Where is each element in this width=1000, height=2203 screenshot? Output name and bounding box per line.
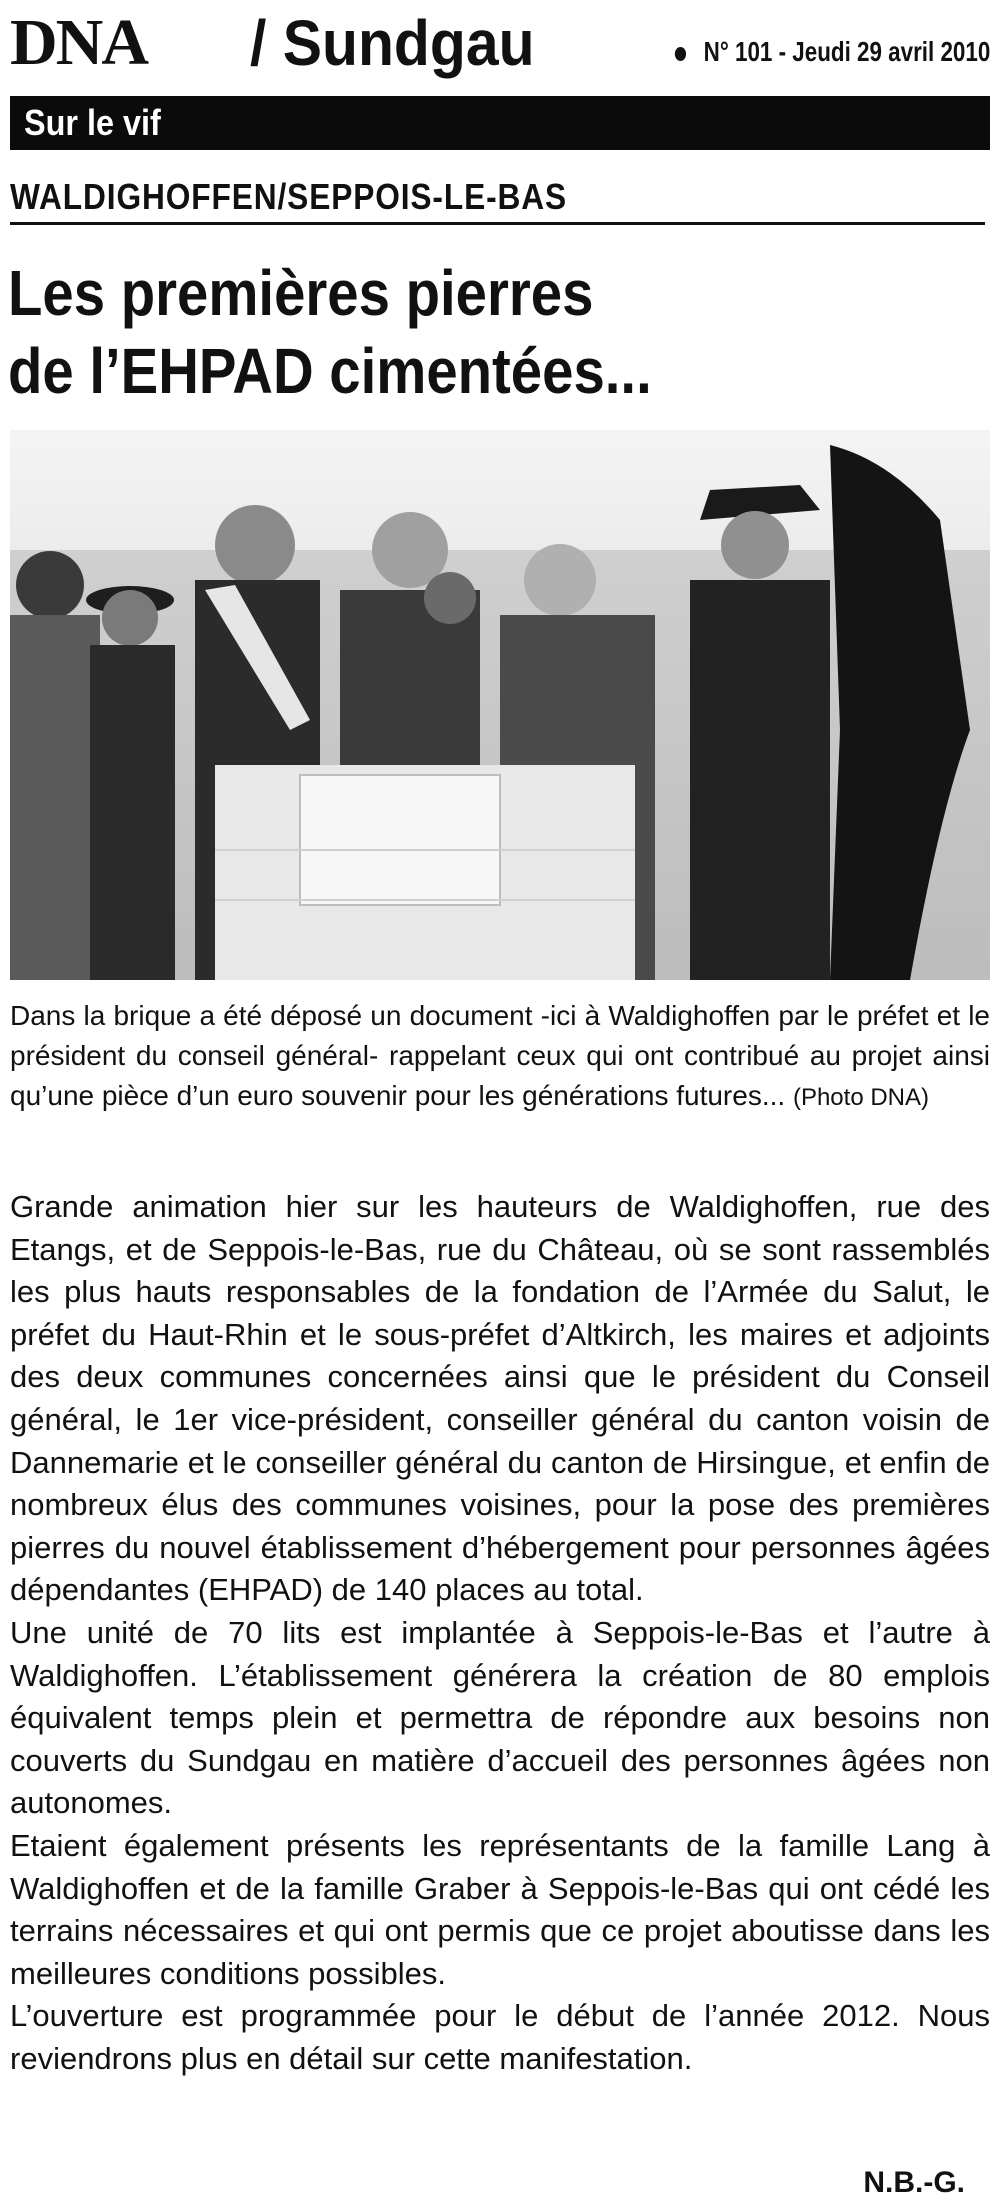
divider xyxy=(10,222,985,225)
masthead xyxy=(10,8,990,88)
photo-caption xyxy=(10,996,990,1118)
location-kicker: WALDIGHOFFEN/SEPPOIS-LE-BAS xyxy=(10,176,568,217)
issue-line xyxy=(675,36,990,68)
author-signature: N.B.-G. xyxy=(863,2166,965,2199)
headline-line-2: de l’EHPAD cimentées... xyxy=(8,335,652,407)
headline xyxy=(8,254,652,410)
photo-illustration xyxy=(10,430,990,980)
ceremony-photo xyxy=(10,430,990,980)
paragraph-4: L’ouverture est programmée pour le début de l’année 2012. Nous reviendrons plus en détail sur cette manifestation. xyxy=(10,1998,990,2076)
paragraph-1: Grande animation hier sur les hauteurs de Waldighoffen, rue des Etangs, et de Seppois-le-Bas, rue du Château, où se sont rassemblés les plus hauts responsables de la fondation de l’Armée du Salut, le préfet du Haut-Rhin et le sous-préfet d’Altkirch, les maires et adjoints des deux communes concernées ainsi que le président du Conseil général, le 1er vice-président, conseiller général du canton voisin de Dannemarie et le conseiller général du canton de Hirsingue, et enfin de nombreux élus des communes voisines, pour la pose des premières pierres du nouvel établissement d’hébergement pour personnes âgées dépendantes (EHPAD) de 140 places au total. xyxy=(10,1189,990,1608)
photo-credit: (Photo DNA) xyxy=(792,1084,929,1111)
paragraph-3: Etaient également présents les représentants de la famille Lang à Waldighoffen et de la famille Graber à Seppois-le-Bas qui ont cédé les terrains nécessaires et qui ont permis que ce projet aboutisse dans les meilleures conditions possibles. xyxy=(10,1827,990,1991)
rubric-bar xyxy=(10,96,990,150)
newspaper-logo: DNA xyxy=(10,6,147,79)
bullet-icon xyxy=(675,47,686,61)
caption-text: Dans la brique a été déposé un document -ici à Waldighoffen par le préfet et le président du conseil général- rappelant ceux qui ont contribué au projet ainsi qu’une pièce d’un euro souvenir pour les générations futures... xyxy=(10,1000,990,1111)
paragraph-2: Une unité de 70 lits est implantée à Seppois-le-Bas et l’autre à Waldighoffen. L’établissement générera la création de 80 emplois équivalent temps plein et permettra de répondre aux besoins non couverts du Sundgau en matière d’accueil des personnes âgées non autonomes. xyxy=(10,1614,990,1821)
article-body xyxy=(10,1186,990,2080)
edition-title: / Sundgau xyxy=(250,7,535,79)
issue-date: N° 101 - Jeudi 29 avril 2010 xyxy=(703,36,990,67)
headline-line-1: Les premières pierres xyxy=(8,257,594,329)
rubric-label: Sur le vif xyxy=(24,102,161,143)
